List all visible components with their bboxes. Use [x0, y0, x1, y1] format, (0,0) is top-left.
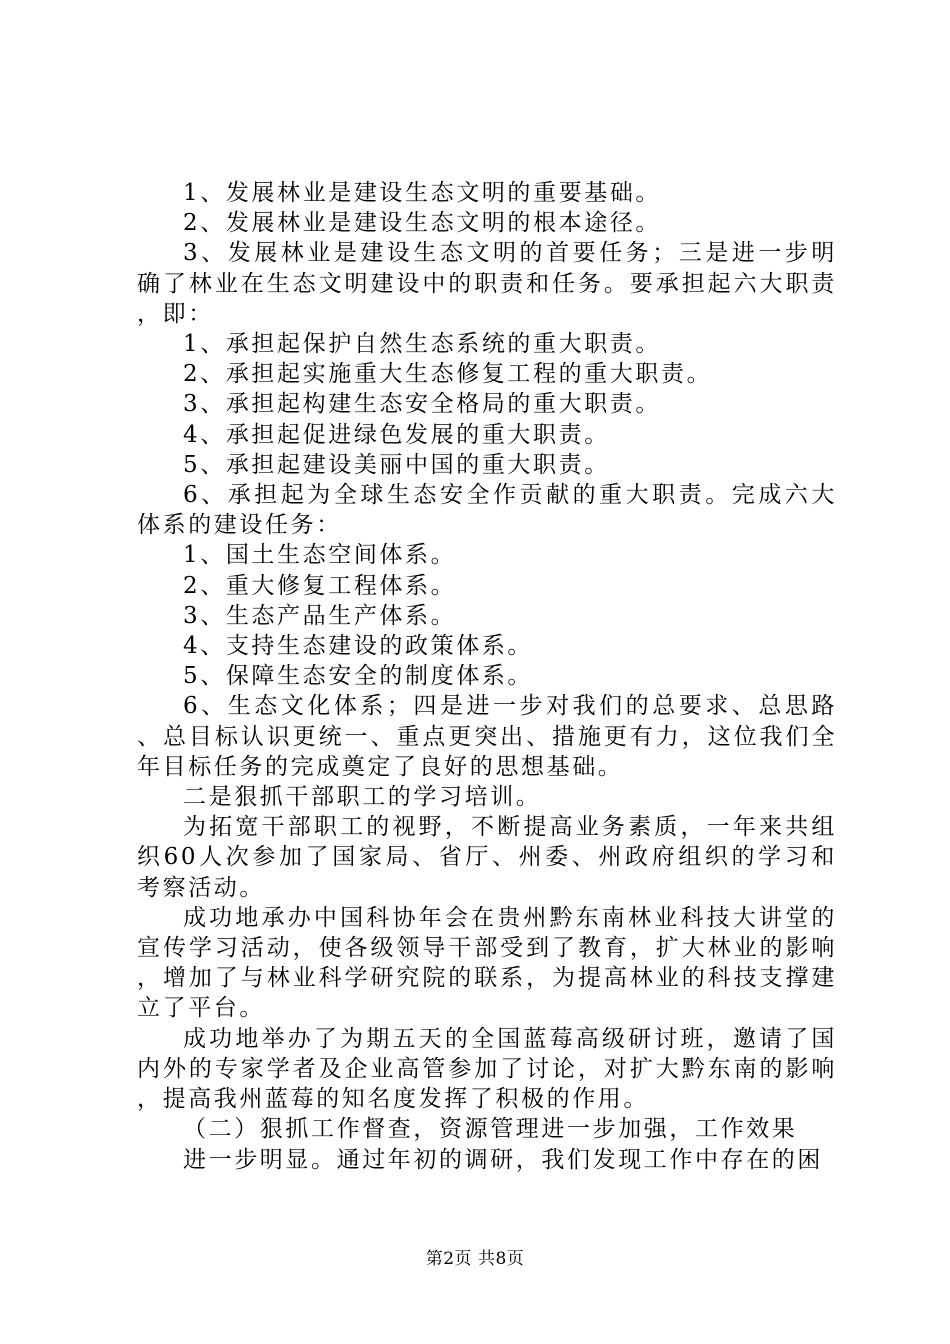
paragraph: 4、支持生态建设的政策体系。	[183, 633, 534, 660]
paragraph: 成功地举办了为期五天的全国蓝莓高级研讨班，邀请了国内外的专家学者及企业高管参加了讨论，对扩大黔东南的影响，提高我州蓝莓的知名度发挥了积极的作用。	[137, 1025, 837, 1113]
paragraph: 2、重大修复工程体系。	[183, 572, 457, 599]
paragraph: 为拓宽干部职工的视野，不断提高业务素质，一年来共组织60人次参加了国家局、省厅、州委、州政府组织的学习和考察活动。	[137, 814, 837, 901]
paragraph: 2、发展林业是建设生态文明的根本途径。	[183, 210, 662, 237]
paragraph: 1、发展林业是建设生态文明的重要基础。	[183, 180, 662, 206]
paragraph: 进一步明显。通过年初的调研，我们发现工作中存在的困	[183, 1146, 823, 1173]
paragraph: 3、发展林业是建设生态文明的首要任务；三是进一步明确了林业在生态文明建设中的职责和任务。要承担起六大职责，即：	[137, 240, 837, 327]
paragraph: 4、承担起促进绿色发展的重大职责。	[183, 421, 610, 448]
paragraph: 成功地承办中国科协年会在贵州黔东南林业科技大讲堂的宣传学习活动，使各级领导干部受到了教育，扩大林业的影响，增加了与林业科学研究院的联系，为提高林业的科技支撑建立了平台。	[137, 904, 837, 1022]
paragraph: 二是狠抓干部职工的学习培训。	[183, 784, 542, 811]
page-footer: 第2页 共8页	[425, 1249, 525, 1269]
paragraph: 1、国土生态空间体系。	[183, 542, 457, 569]
paragraph: 5、保障生态安全的制度体系。	[183, 663, 534, 690]
paragraph: 1、承担起保护自然生态系统的重大职责。	[183, 331, 662, 358]
document-body	[137, 178, 837, 1175]
paragraph: 5、承担起建设美丽中国的重大职责。	[183, 451, 610, 478]
paragraph: 6、承担起为全球生态安全作贡献的重大职责。完成六大体系的建设任务：	[137, 482, 837, 539]
paragraph: （二）狠抓工作督查，资源管理进一步加强，工作效果	[183, 1116, 798, 1143]
paragraph: 6、生态文化体系；四是进一步对我们的总要求、总思路、总目标认识更统一、重点更突出、措施更有力，这位我们全年目标任务的完成奠定了良好的思想基础。	[137, 693, 837, 780]
paragraph: 2、承担起实施重大生态修复工程的重大职责。	[183, 361, 713, 388]
paragraph: 3、承担起构建生态安全格局的重大职责。	[183, 391, 662, 418]
paragraph: 3、生态产品生产体系。	[183, 602, 457, 629]
